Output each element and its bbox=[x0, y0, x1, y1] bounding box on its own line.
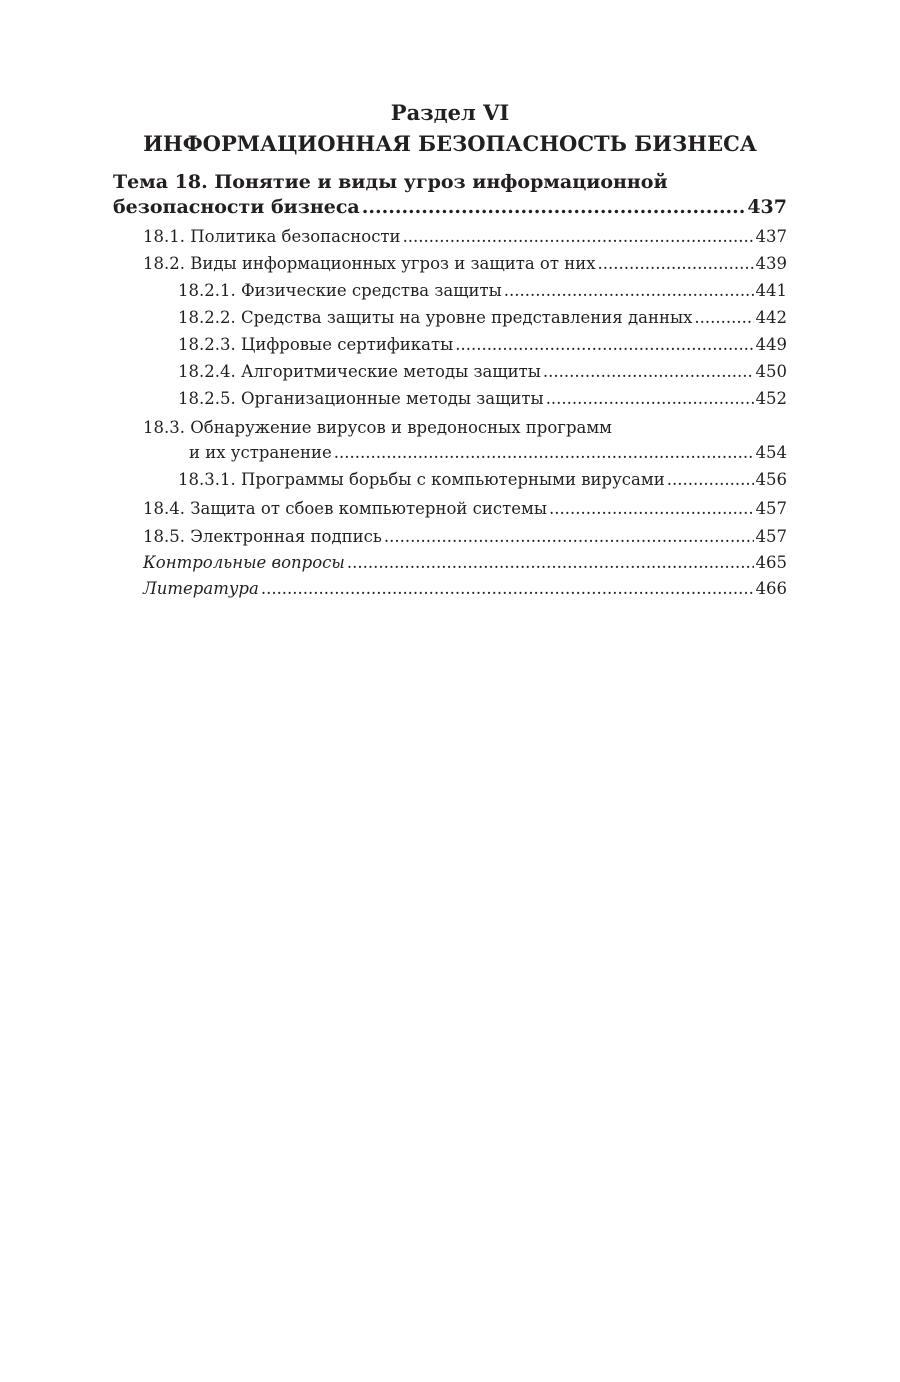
section-title: ИНФОРМАЦИОННАЯ БЕЗОПАСНОСТЬ БИЗНЕСА bbox=[143, 131, 757, 156]
page-number: 450 bbox=[755, 362, 787, 381]
page-number: 437 bbox=[747, 196, 787, 218]
page-number: 442 bbox=[755, 308, 787, 327]
toc-entry[interactable] bbox=[143, 227, 787, 246]
toc-entry[interactable] bbox=[189, 443, 787, 462]
page-number: 452 bbox=[755, 389, 787, 408]
entry-title: 18.2.1. Физические средства защиты bbox=[178, 281, 502, 300]
entry-title: 18.3. Обнаружение вирусов и вредоносных программ bbox=[143, 418, 613, 437]
entry-title: 18.2.2. Средства защиты на уровне представления данных bbox=[178, 308, 693, 327]
topic-title-line1: Тема 18. Понятие и виды угроз информационной bbox=[113, 171, 668, 193]
page-number: 456 bbox=[755, 470, 787, 489]
dot-leader bbox=[504, 281, 754, 300]
toc-entry[interactable] bbox=[143, 254, 787, 273]
entry-title: Литература bbox=[143, 579, 259, 598]
page-number: 466 bbox=[755, 579, 787, 598]
toc-entry-literature[interactable] bbox=[143, 579, 787, 598]
page-number: 437 bbox=[755, 227, 787, 246]
toc-entry[interactable] bbox=[178, 362, 787, 381]
entry-title-continuation: и их устранение bbox=[189, 443, 332, 462]
toc-entry[interactable] bbox=[178, 470, 787, 489]
page-number: 449 bbox=[755, 335, 787, 354]
dot-leader bbox=[694, 308, 753, 327]
dot-leader bbox=[546, 389, 754, 408]
toc-entry-questions[interactable] bbox=[143, 553, 787, 572]
toc-entry[interactable] bbox=[178, 335, 787, 354]
page-number: 457 bbox=[755, 499, 787, 518]
topic-title-line2: безопасности бизнеса bbox=[113, 196, 360, 218]
page-number: 441 bbox=[755, 281, 787, 300]
dot-leader bbox=[549, 499, 753, 518]
page-number: 439 bbox=[755, 254, 787, 273]
dot-leader bbox=[384, 527, 754, 546]
dot-leader bbox=[403, 227, 754, 246]
entry-title: Контрольные вопросы bbox=[143, 553, 345, 572]
dot-leader bbox=[543, 362, 754, 381]
dot-leader bbox=[362, 196, 746, 218]
entry-title: 18.3.1. Программы борьбы с компьютерными вирусами bbox=[178, 470, 665, 489]
entry-title: 18.2.5. Организационные методы защиты bbox=[178, 389, 544, 408]
section-number: Раздел VI bbox=[390, 100, 510, 125]
dot-leader bbox=[667, 470, 754, 489]
toc-entry[interactable] bbox=[143, 527, 787, 546]
page-number: 457 bbox=[755, 527, 787, 546]
toc-entry[interactable] bbox=[178, 281, 787, 300]
toc-entry[interactable] bbox=[143, 499, 787, 518]
entry-title: 18.4. Защита от сбоев компьютерной системы bbox=[143, 499, 548, 518]
entry-title: 18.2. Виды информационных угроз и защита от них bbox=[143, 254, 596, 273]
dot-leader bbox=[261, 579, 754, 598]
toc-entry-topic[interactable] bbox=[113, 196, 787, 218]
dot-leader bbox=[347, 553, 754, 572]
entry-title: 18.5. Электронная подпись bbox=[143, 527, 382, 546]
entry-title: 18.1. Политика безопасности bbox=[143, 227, 401, 246]
dot-leader bbox=[334, 443, 754, 462]
dot-leader bbox=[598, 254, 754, 273]
dot-leader bbox=[455, 335, 753, 354]
page-number: 454 bbox=[755, 443, 787, 462]
toc-entry[interactable] bbox=[178, 389, 787, 408]
entry-title: 18.2.3. Цифровые сертификаты bbox=[178, 335, 454, 354]
entry-title: 18.2.4. Алгоритмические методы защиты bbox=[178, 362, 541, 381]
page-number: 465 bbox=[755, 553, 787, 572]
toc-entry[interactable] bbox=[178, 308, 787, 327]
